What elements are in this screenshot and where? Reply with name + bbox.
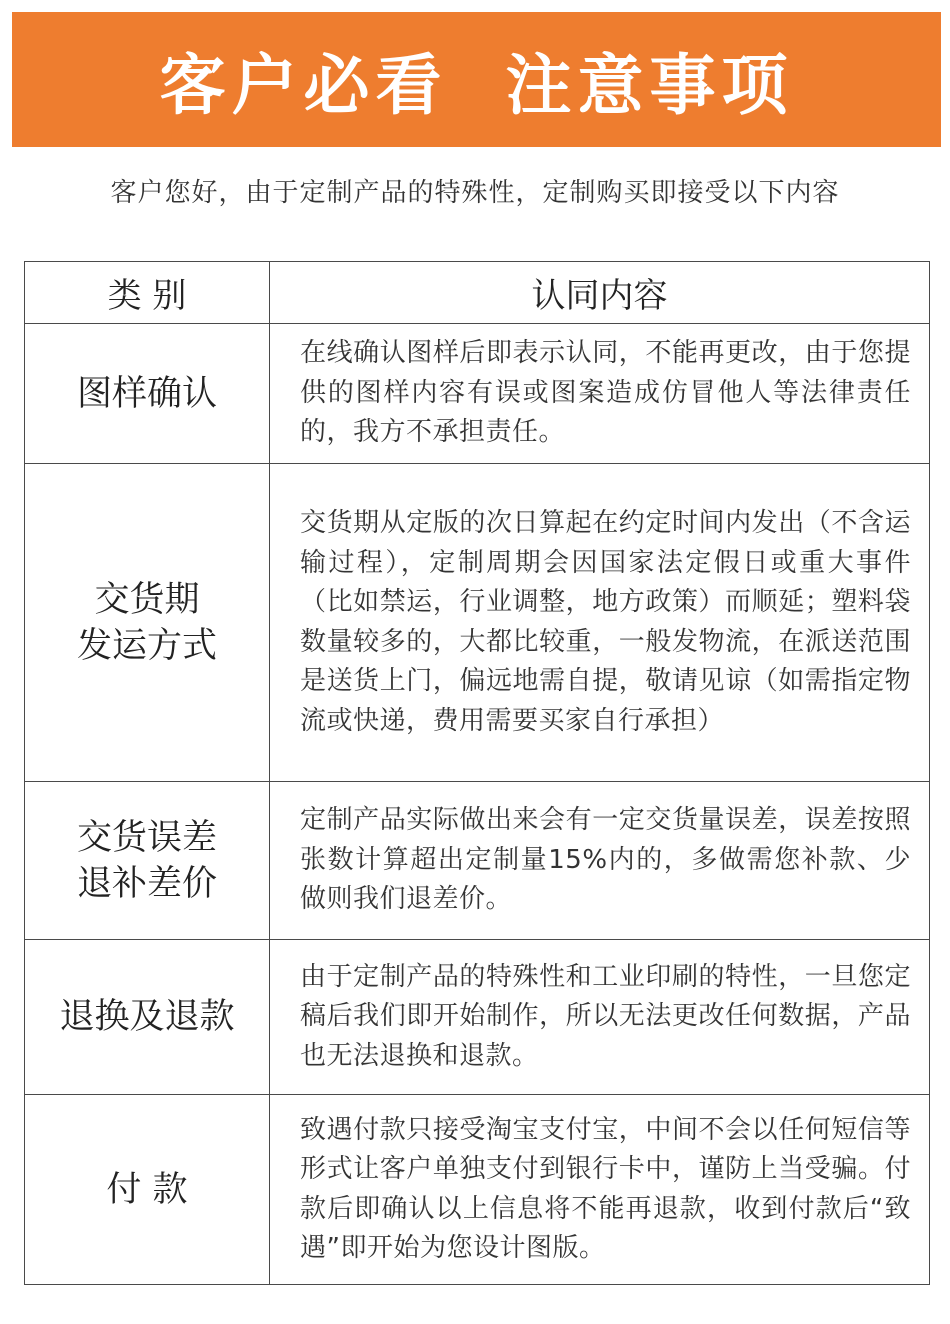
- row-content: 在线确认图样后即表示认同，不能再更改，由于您提供的图样内容有误或图案造成仿冒他人等法律责任的，我方不承担责任。: [270, 324, 930, 464]
- category-line: 发运方式: [76, 625, 217, 666]
- category-line: 交货误差: [76, 817, 217, 858]
- category-line: 退换及退款: [59, 997, 235, 1037]
- row-content: 致遇付款只接受淘宝支付宝，中间不会以任何短信等形式让客户单独支付到银行卡中，谨防上当受骗。付款后即确认以上信息将不能再退款，收到付款后“致遇”即开始为您设计图版。: [270, 1095, 930, 1285]
- row-content: 定制产品实际做出来会有一定交货量误差，误差按照张数计算超出定制量15%内的，多做需您补款、少做则我们退差价。: [270, 782, 930, 940]
- row-content: 由于定制产品的特殊性和工业印刷的特性，一旦您定稿后我们即开始制作，所以无法更改任何数据，产品也无法退换和退款。: [270, 940, 930, 1095]
- notice-table: [24, 261, 930, 1285]
- row-category: [25, 940, 270, 1095]
- row-category: [25, 464, 270, 782]
- table-row: [25, 782, 930, 940]
- title-banner: [12, 12, 941, 147]
- table-header-row: [25, 262, 930, 324]
- row-category: [25, 782, 270, 940]
- table-row: [25, 464, 930, 782]
- category-line: 图样确认: [76, 373, 217, 414]
- row-content: 交货期从定版的次日算起在约定时间内发出（不含运输过程），定制周期会因国家法定假日或重大事件（比如禁运，行业调整，地方政策）而顺延；塑料袋数量较多的，大都比较重，一般发物流，在派送范围是送货上门，偏远地需自提，敬请见谅（如需指定物流或快递，费用需要买家自行承担）: [270, 464, 930, 782]
- category-line: 交货期: [94, 579, 200, 620]
- category-line: 退补差价: [76, 863, 217, 904]
- category-line: 付 款: [106, 1169, 188, 1210]
- header-content: 认同内容: [270, 262, 930, 324]
- table-row: [25, 324, 930, 464]
- table-row: [25, 1095, 930, 1285]
- header-category: 类 别: [25, 262, 270, 324]
- intro-text: 客户您好，由于定制产品的特殊性，定制购买即接受以下内容: [110, 178, 840, 208]
- banner-title: 客户必看 注意事项: [159, 47, 794, 124]
- row-category: [25, 324, 270, 464]
- table-row: [25, 940, 930, 1095]
- row-category: [25, 1095, 270, 1285]
